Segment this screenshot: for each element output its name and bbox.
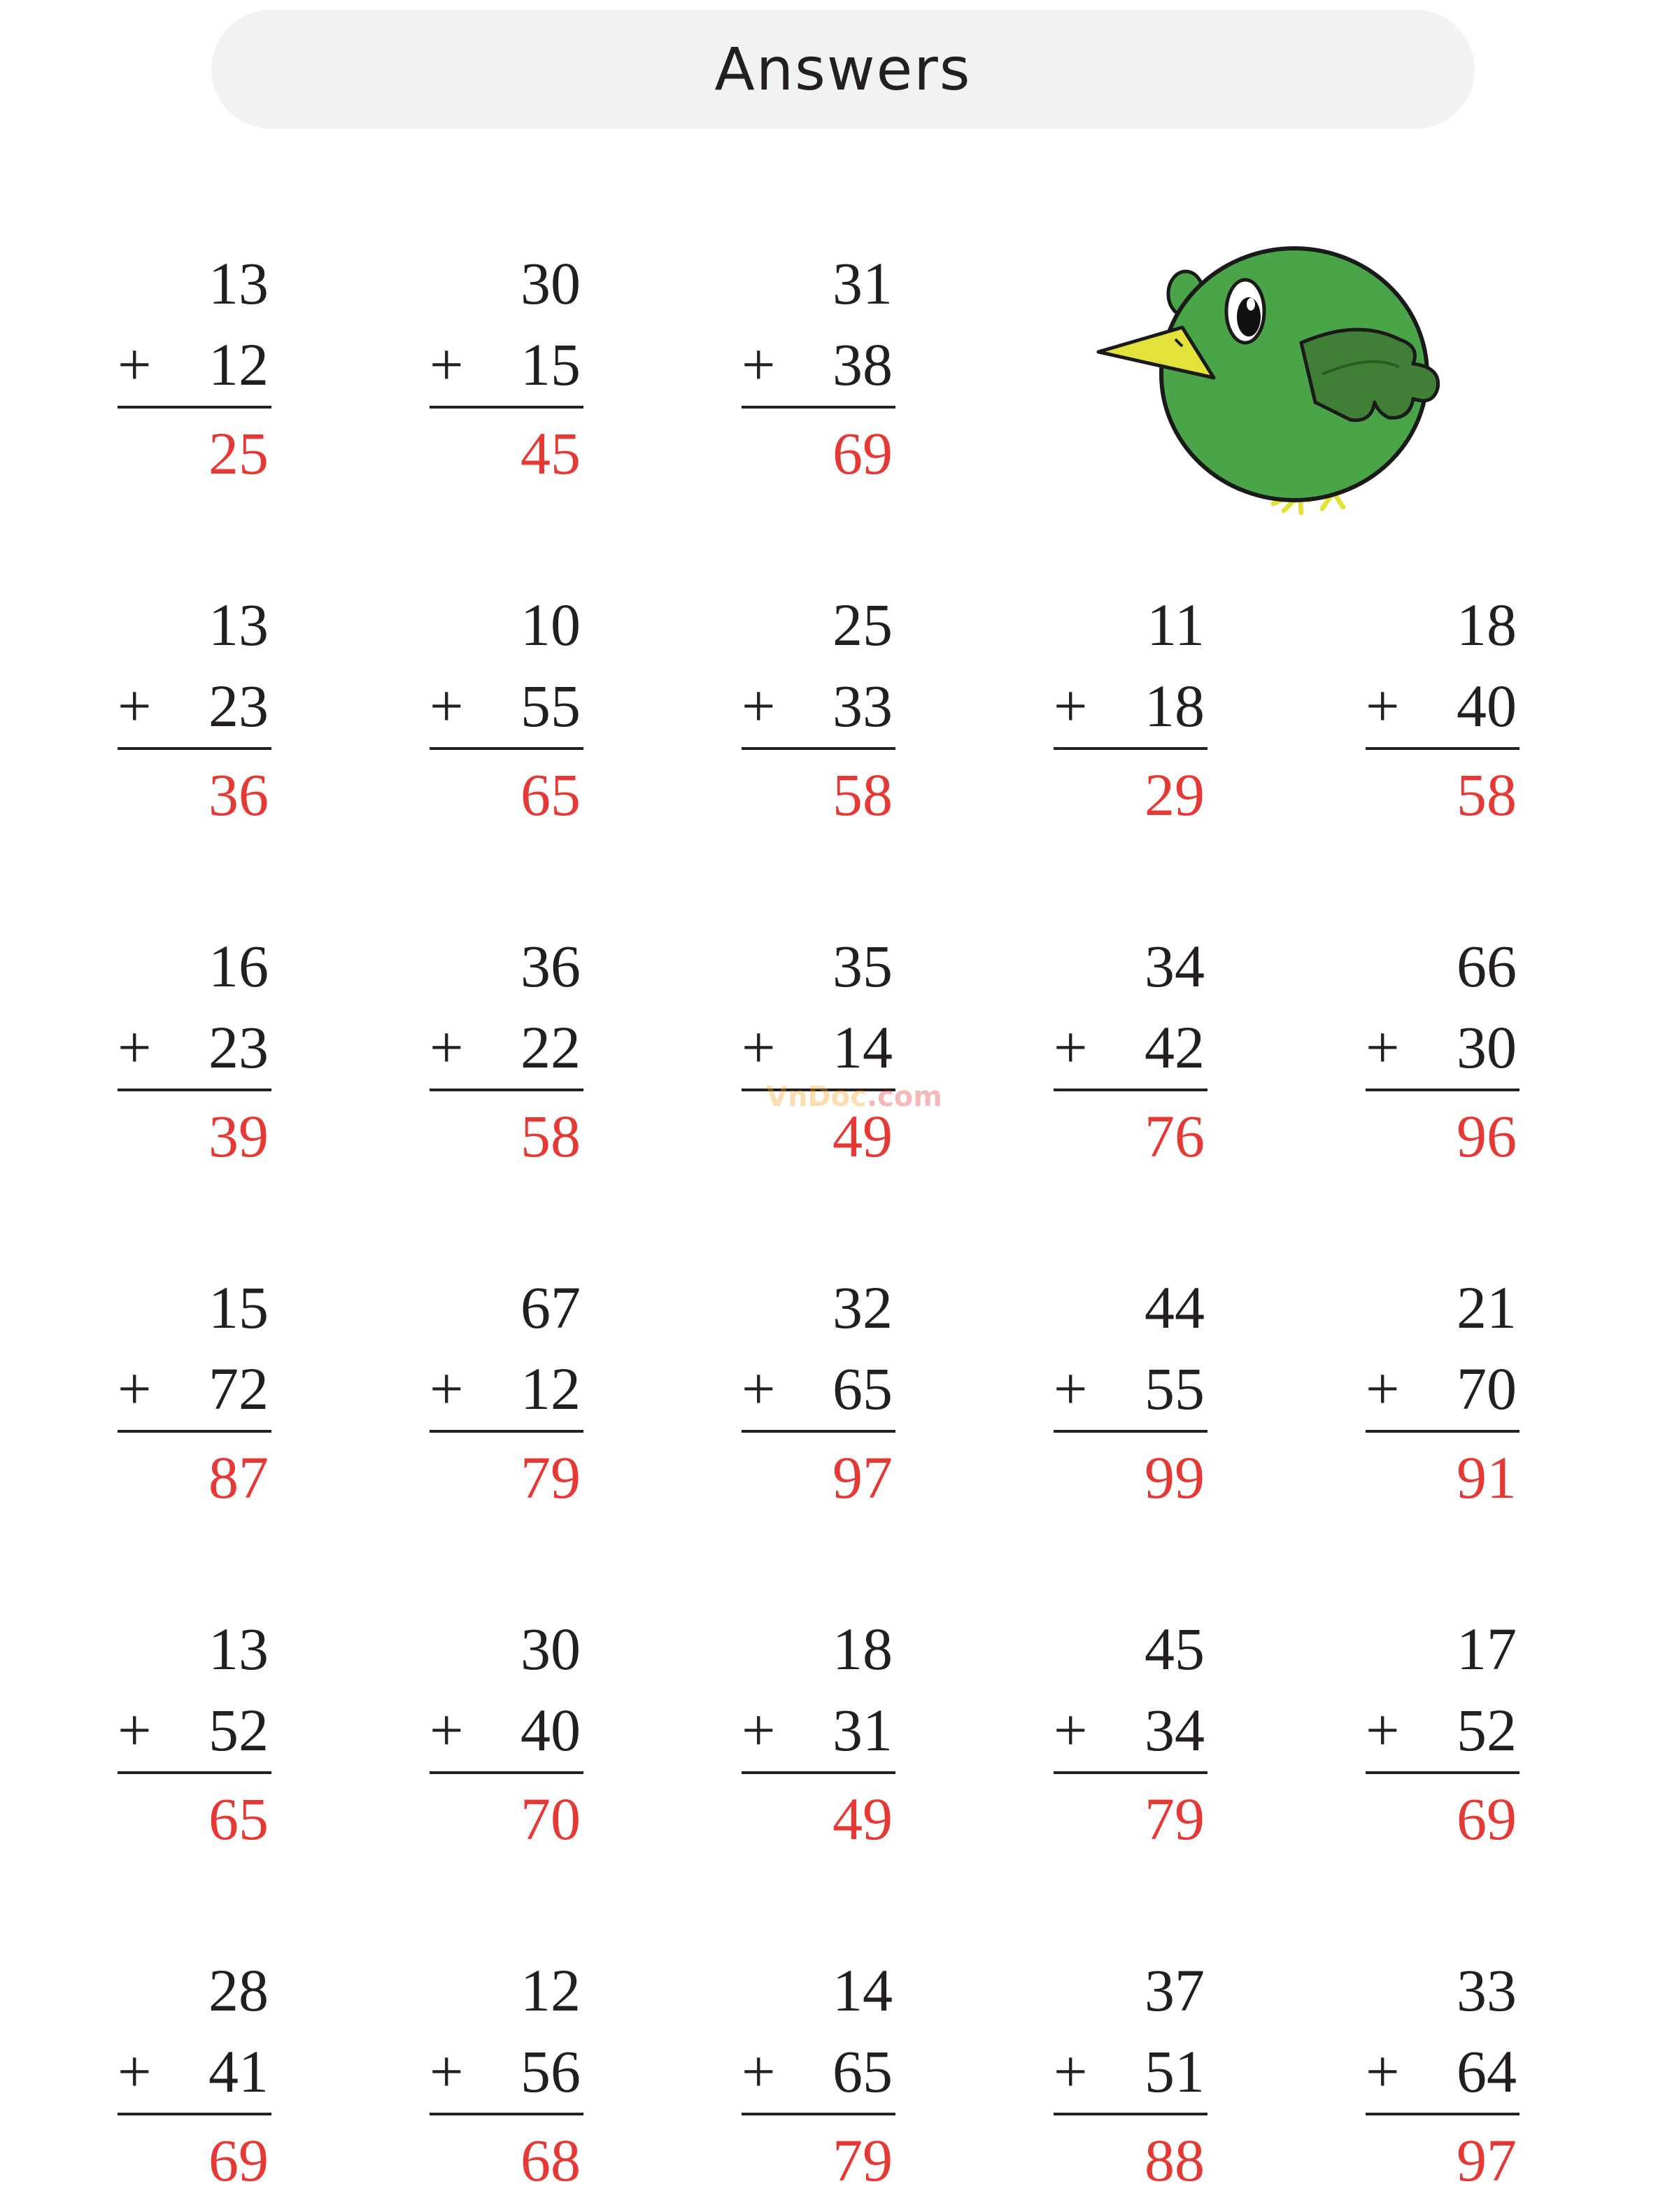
sum-rule (1366, 1089, 1519, 1091)
answer: 39 (208, 1103, 269, 1170)
addend-bottom: 42 (1145, 1014, 1205, 1081)
answer: 65 (208, 1785, 269, 1852)
addend-top: 37 (1145, 1957, 1205, 2024)
plus-sign: + (430, 2038, 464, 2105)
problem-23 (1366, 1615, 1526, 1871)
addend-bottom: 65 (833, 2038, 893, 2105)
addend-top: 30 (520, 250, 581, 317)
problem-19 (118, 1615, 278, 1871)
sum-rule (430, 1430, 583, 1433)
plus-sign: + (1366, 1355, 1400, 1422)
answer: 91 (1457, 1444, 1517, 1511)
addend-top: 35 (833, 933, 893, 1000)
plus-sign: + (742, 2038, 776, 2105)
addend-top: 44 (1145, 1274, 1205, 1341)
problem-11 (742, 933, 902, 1188)
plus-sign: + (118, 1696, 152, 1764)
plus-sign: + (742, 331, 776, 398)
addend-top: 12 (520, 1957, 581, 2024)
plus-sign: + (118, 2038, 152, 2105)
addend-bottom: 40 (520, 1696, 581, 1764)
problem-28 (1366, 1957, 1526, 2212)
addend-top: 25 (833, 591, 893, 658)
plus-sign: + (1366, 1696, 1400, 1764)
addend-bottom: 52 (1457, 1696, 1517, 1764)
addend-bottom: 12 (520, 1355, 581, 1422)
plus-sign: + (1054, 1355, 1088, 1422)
sum-rule (430, 1771, 583, 1774)
answer: 70 (520, 1785, 581, 1852)
answer: 58 (520, 1103, 581, 1170)
sum-rule (742, 747, 895, 750)
answer: 69 (208, 2127, 269, 2194)
answer: 79 (520, 1444, 581, 1511)
sum-rule (118, 747, 271, 750)
plus-sign: + (1054, 1014, 1088, 1081)
problem-13 (1366, 933, 1526, 1188)
sum-rule (1366, 1430, 1519, 1433)
answer: 69 (833, 420, 893, 487)
plus-sign: + (118, 1355, 152, 1422)
sum-rule (742, 1430, 895, 1433)
addend-top: 15 (208, 1274, 269, 1341)
plus-sign: + (742, 1696, 776, 1764)
addend-top: 33 (1457, 1957, 1517, 2024)
answer: 99 (1145, 1444, 1205, 1511)
addend-bottom: 23 (208, 1014, 269, 1081)
addend-bottom: 51 (1145, 2038, 1205, 2105)
answer: 88 (1145, 2127, 1205, 2194)
answer: 49 (833, 1785, 893, 1852)
addend-bottom: 15 (520, 331, 581, 398)
watermark (766, 1081, 942, 1113)
answer: 58 (833, 761, 893, 828)
addend-bottom: 22 (520, 1014, 581, 1081)
plus-sign: + (118, 331, 152, 398)
answer: 69 (1457, 1785, 1517, 1852)
plus-sign: + (430, 672, 464, 739)
sum-rule (1054, 1771, 1207, 1774)
bird-illustration-icon (1091, 234, 1448, 528)
sum-rule (430, 406, 583, 409)
answer: 79 (1145, 1785, 1205, 1852)
addend-bottom: 52 (208, 1696, 269, 1764)
sum-rule (430, 747, 583, 750)
problem-5 (430, 591, 590, 846)
answer: 29 (1145, 761, 1205, 828)
addend-top: 13 (208, 1615, 269, 1682)
sum-rule (1054, 1089, 1207, 1091)
addend-bottom: 56 (520, 2038, 581, 2105)
addend-top: 10 (520, 591, 581, 658)
sum-rule (1366, 747, 1519, 750)
problem-18 (1366, 1274, 1526, 1529)
sum-rule (1366, 2113, 1519, 2115)
addend-top: 45 (1145, 1615, 1205, 1682)
sum-rule (430, 1089, 583, 1091)
problem-16 (742, 1274, 902, 1529)
addend-top: 32 (833, 1274, 893, 1341)
sum-rule (118, 1089, 271, 1091)
sum-rule (118, 2113, 271, 2115)
addend-bottom: 72 (208, 1355, 269, 1422)
problem-27 (1054, 1957, 1214, 2212)
plus-sign: + (1366, 1014, 1400, 1081)
answer: 87 (208, 1444, 269, 1511)
answer: 68 (520, 2127, 581, 2194)
answer: 97 (1457, 2127, 1517, 2194)
sum-rule (742, 406, 895, 409)
page-title: Answers (714, 35, 972, 104)
problem-8 (1366, 591, 1526, 846)
answer: 58 (1457, 761, 1517, 828)
plus-sign: + (1054, 2038, 1088, 2105)
sum-rule (430, 2113, 583, 2115)
answer: 36 (208, 761, 269, 828)
plus-sign: + (430, 1355, 464, 1422)
title-bar (211, 10, 1475, 129)
plus-sign: + (118, 1014, 152, 1081)
addend-bottom: 31 (833, 1696, 893, 1764)
addend-bottom: 41 (208, 2038, 269, 2105)
addend-top: 21 (1457, 1274, 1517, 1341)
addend-bottom: 23 (208, 672, 269, 739)
problem-24 (118, 1957, 278, 2212)
answer: 65 (520, 761, 581, 828)
addend-top: 30 (520, 1615, 581, 1682)
addend-top: 16 (208, 933, 269, 1000)
addend-bottom: 33 (833, 672, 893, 739)
addend-bottom: 12 (208, 331, 269, 398)
addend-top: 66 (1457, 933, 1517, 1000)
answer: 79 (833, 2127, 893, 2194)
addend-top: 11 (1147, 591, 1205, 658)
addend-bottom: 64 (1457, 2038, 1517, 2105)
addend-top: 17 (1457, 1615, 1517, 1682)
plus-sign: + (430, 1014, 464, 1081)
addend-top: 18 (1457, 591, 1517, 658)
sum-rule (1054, 1430, 1207, 1433)
addend-bottom: 14 (833, 1014, 893, 1081)
sum-rule (1366, 1771, 1519, 1774)
addend-top: 13 (208, 591, 269, 658)
problem-26 (742, 1957, 902, 2212)
addend-top: 36 (520, 933, 581, 1000)
addend-bottom: 55 (520, 672, 581, 739)
problem-6 (742, 591, 902, 846)
addend-top: 28 (208, 1957, 269, 2024)
problem-7 (1054, 591, 1214, 846)
plus-sign: + (742, 1355, 776, 1422)
answer: 96 (1457, 1103, 1517, 1170)
addend-top: 34 (1145, 933, 1205, 1000)
problem-17 (1054, 1274, 1214, 1529)
problem-9 (118, 933, 278, 1188)
answer: 25 (208, 420, 269, 487)
plus-sign: + (742, 1014, 776, 1081)
problem-22 (1054, 1615, 1214, 1871)
addend-bottom: 38 (833, 331, 893, 398)
plus-sign: + (1366, 2038, 1400, 2105)
problem-25 (430, 1957, 590, 2212)
addend-top: 14 (833, 1957, 893, 2024)
addend-top: 67 (520, 1274, 581, 1341)
addend-top: 13 (208, 250, 269, 317)
answer: 97 (833, 1444, 893, 1511)
watermark-part1: VnDoc (766, 1081, 867, 1113)
problem-12 (1054, 933, 1214, 1188)
sum-rule (118, 406, 271, 409)
addend-top: 18 (833, 1615, 893, 1682)
answer: 49 (833, 1103, 893, 1170)
addend-bottom: 34 (1145, 1696, 1205, 1764)
problem-2 (430, 250, 590, 505)
addend-bottom: 18 (1145, 672, 1205, 739)
plus-sign: + (1054, 1696, 1088, 1764)
sum-rule (742, 2113, 895, 2115)
answer: 76 (1145, 1103, 1205, 1170)
problem-21 (742, 1615, 902, 1871)
problem-1 (118, 250, 278, 505)
problem-4 (118, 591, 278, 846)
addend-top: 31 (833, 250, 893, 317)
sum-rule (742, 1771, 895, 1774)
plus-sign: + (1366, 672, 1400, 739)
addend-bottom: 70 (1457, 1355, 1517, 1422)
plus-sign: + (118, 672, 152, 739)
addend-bottom: 40 (1457, 672, 1517, 739)
problem-10 (430, 933, 590, 1188)
problem-3 (742, 250, 902, 505)
answer: 45 (520, 420, 581, 487)
addend-bottom: 55 (1145, 1355, 1205, 1422)
sum-rule (118, 1430, 271, 1433)
addend-bottom: 65 (833, 1355, 893, 1422)
sum-rule (1054, 2113, 1207, 2115)
problem-15 (430, 1274, 590, 1529)
plus-sign: + (742, 672, 776, 739)
sum-rule (118, 1771, 271, 1774)
plus-sign: + (1054, 672, 1088, 739)
plus-sign: + (430, 1696, 464, 1764)
addend-bottom: 30 (1457, 1014, 1517, 1081)
watermark-part2: .com (866, 1081, 942, 1113)
problem-20 (430, 1615, 590, 1871)
sum-rule (1054, 747, 1207, 750)
plus-sign: + (430, 331, 464, 398)
problem-14 (118, 1274, 278, 1529)
